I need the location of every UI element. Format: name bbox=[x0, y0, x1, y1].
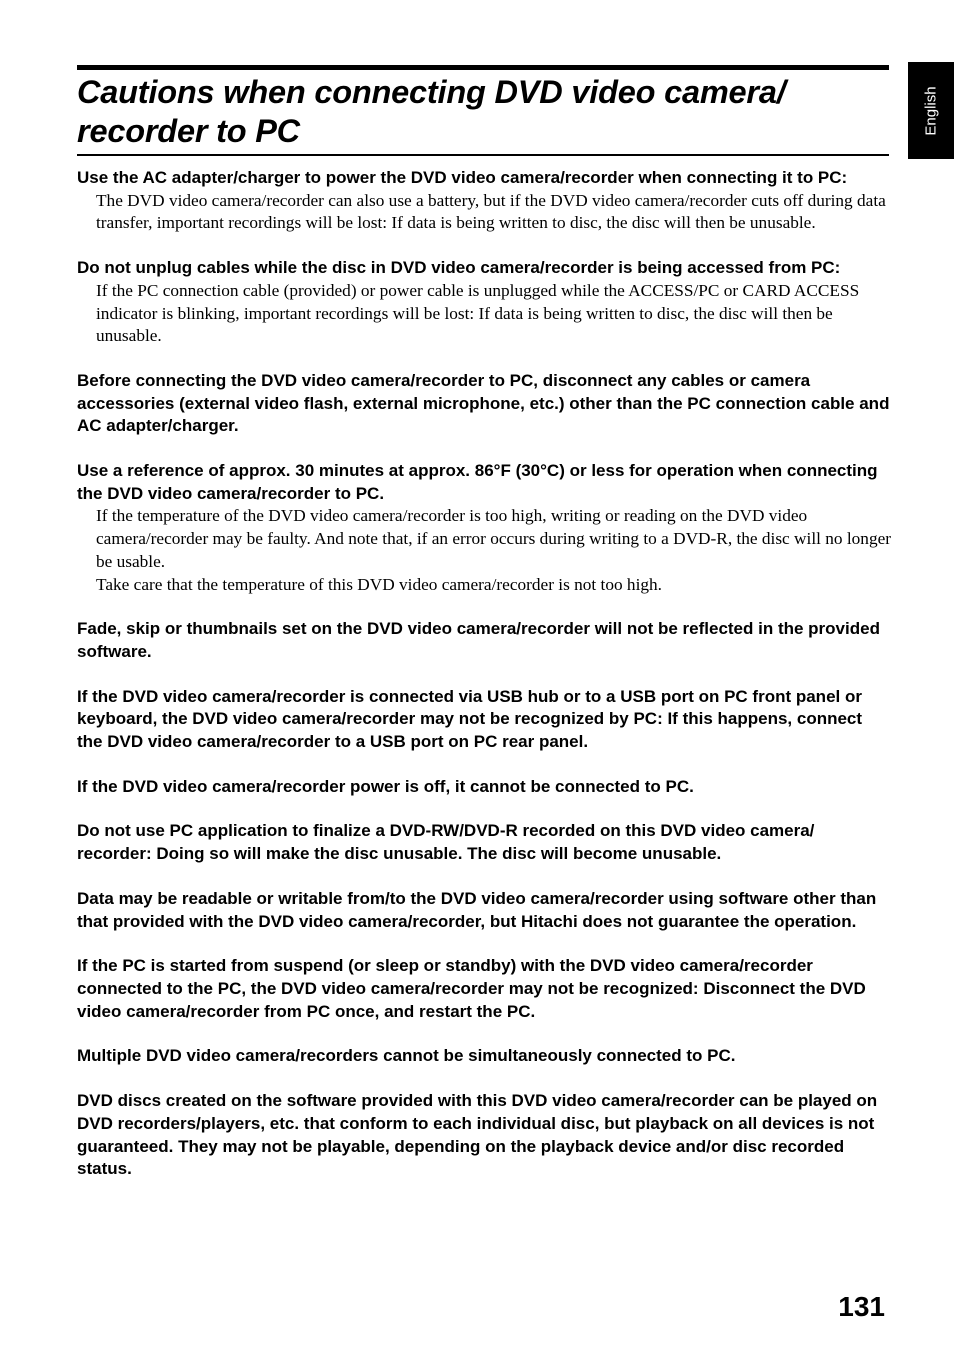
caution-item bbox=[77, 1090, 892, 1181]
page-number: 131 bbox=[838, 1291, 885, 1322]
caution-heading: DVD discs created on the software provided with this DVD video camera/recorder can be played on DVD recorders/players, etc. that conform to each individual disc, but playback on all devices is not guaranteed. They may not be playable, depending on the playback device and/or disc recorded status. bbox=[77, 1091, 878, 1179]
caution-item bbox=[77, 888, 892, 933]
caution-item bbox=[77, 1045, 892, 1068]
caution-item bbox=[77, 686, 892, 754]
caution-heading: If the PC is started from suspend (or sleep or standby) with the DVD video camera/recorder connected to the PC, the DVD video camera/recorder may not be recognized: Disconnect the DVD video camera/recorder from PC once, and restart the PC. bbox=[77, 956, 866, 1021]
caution-item bbox=[77, 167, 892, 235]
cautions-list bbox=[77, 167, 892, 1203]
caution-item bbox=[77, 955, 892, 1023]
caution-item bbox=[77, 257, 892, 348]
caution-heading: Do not use PC application to finalize a DVD-RW/DVD-R recorded on this DVD video camera/ recorder: Doing so will make the disc unusable. The disc will become unusable. bbox=[77, 821, 815, 864]
title-top-rule bbox=[77, 65, 889, 70]
caution-item bbox=[77, 820, 892, 865]
caution-body-text: If the PC connection cable (provided) or power cable is unplugged while the ACCESS/PC or CARD ACCESS indicator is blinking, important recordings will be lost: If data is being written to disc, the disc will then be unusable. bbox=[96, 280, 860, 346]
caution-heading: If the DVD video camera/recorder power is off, it cannot be connected to PC. bbox=[77, 776, 694, 796]
caution-item bbox=[77, 460, 892, 596]
caution-heading: Do not unplug cables while the disc in DVD video camera/recorder is being accessed from PC: bbox=[77, 258, 841, 278]
caution-heading: Fade, skip or thumbnails set on the DVD video camera/recorder will not be reflected in the provided software. bbox=[77, 619, 880, 661]
caution-heading: Use a reference of approx. 30 minutes at approx. 86°F (30°C) or less for operation when connecting the DVD video camera/recorder to PC. bbox=[77, 461, 878, 503]
title-bottom-rule bbox=[77, 154, 889, 156]
caution-body-text: Take care that the temperature of this DVD video camera/recorder is not too high. bbox=[96, 574, 662, 594]
language-tab bbox=[908, 62, 954, 159]
caution-item bbox=[77, 370, 892, 438]
caution-item bbox=[77, 618, 892, 663]
caution-body-text: The DVD video camera/recorder can also use a battery, but if the DVD video camera/recorder cuts off during data transfer, important recordings will be lost: If data is being written to disc, the disc will then be unusable. bbox=[96, 190, 886, 233]
caution-heading: Data may be readable or writable from/to the DVD video camera/recorder using software other than that provided with the DVD video camera/recorder, but Hitachi does not guarantee the operation. bbox=[77, 888, 877, 931]
caution-item bbox=[77, 776, 892, 799]
language-tab-label: English bbox=[922, 85, 940, 136]
caution-heading: Use the AC adapter/charger to power the DVD video camera/recorder when connecting it to PC: bbox=[77, 168, 848, 187]
caution-body-text: If the temperature of the DVD video camera/recorder is too high, writing or reading on the DVD video camera/recorder may be faulty. And note that, if an error occurs during writing to a DVD-R, the disc will no longer be usable. bbox=[96, 506, 892, 571]
page-title: Cautions when connecting DVD video camera/ recorder to PC bbox=[77, 74, 786, 149]
caution-heading: Multiple DVD video camera/recorders cannot be simultaneously connected to PC. bbox=[77, 1046, 736, 1066]
caution-heading: Before connecting the DVD video camera/recorder to PC, disconnect any cables or camera accessories (external video flash, external microphone, etc.) other than the PC connection cable and AC adapter/charger. bbox=[77, 370, 890, 436]
caution-heading: If the DVD video camera/recorder is connected via USB hub or to a USB port on PC front panel or keyboard, the DVD video camera/recorder may not be recognized by PC: If this happens, connect the DVD video camera/recorder to a USB port on PC rear panel. bbox=[77, 686, 863, 752]
